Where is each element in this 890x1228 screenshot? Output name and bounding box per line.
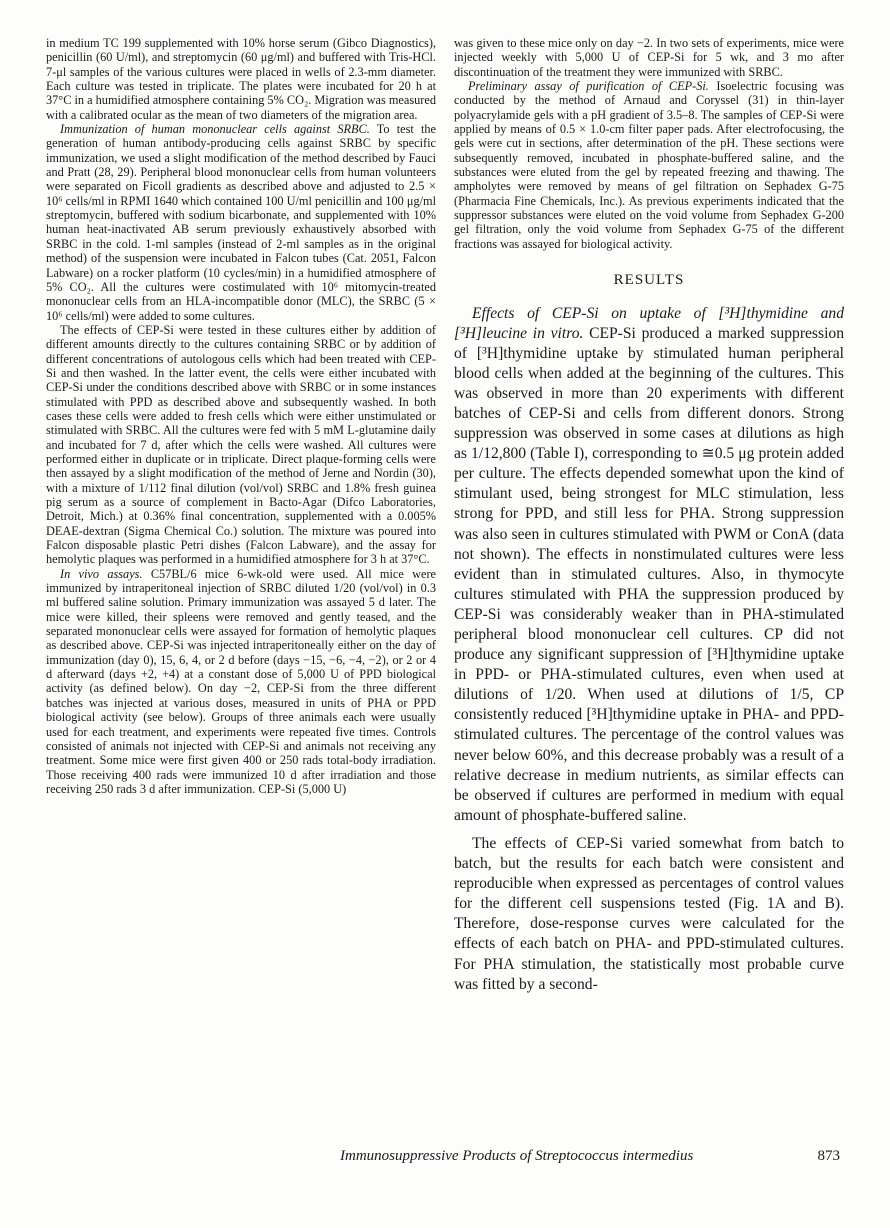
paragraph — [454, 304, 844, 826]
section-subheading: Preliminary assay of purification of CEP-Si. — [468, 79, 709, 94]
paragraph-text: Isoelectric focusing was conducted by the method of Arnaud and Coryssel (31) in thin-layer polyacrylamide gels with a pH gradient of 3.5–8. The samples of CEP-Si were applied by means of 0.5 × 1.0-cm filter paper pads. After electrofocusing, the gels were cut in sections, after determination of the pH. These sections were subsequently removed, incubated in phosphate-buffered saline, and the substances were eluted from the gel by repeated freezing and thawing. The ampholytes were removed by means of gel filtration on Sephadex G-75 (Pharmacia Fine Chemicals, Inc.). As previous experiments indicated that the suppressor substances were eluted on the void volume from Sephadex G-200 gel filtration, only the void volume from Sephadex G-75 of the different fractions was assayed for biological activity. — [454, 79, 844, 251]
running-head: Immunosuppressive Products of Streptococcus intermedius — [340, 1148, 694, 1164]
paragraph: The effects of CEP-Si varied somewhat from batch to batch, but the results for each batch were consistent and reproducible when expressed as percentages of control values for the different cell suspensions tested (Fig. 1A and B). Therefore, dose-response curves were calculated for the effects of each batch on PHA- and PPD-stimulated cultures. For PHA stimulation, the statistically most probable curve was fitted by a second- — [454, 834, 844, 993]
section-subheading: Immunization of human mononuclear cells against SRBC. — [60, 122, 370, 137]
paragraph: in medium TC 199 supplemented with 10% horse serum (Gibco Diagnostics), penicillin (60 U/ml), and streptomycin (60 μg/ml) and buffered with Tris-HCl. 7-μl samples of the various cultures were placed in wells of 2.3-mm diameter. Each culture was tested in triplicate. The plates were incubated for 20 h at 37°C in a humidified atmosphere containing 5% CO₂. Migration was measured with a calibrated ocular as the mean of two diameters of the migration area. — [46, 36, 436, 122]
results-body — [454, 304, 844, 995]
page-number: 873 — [817, 1148, 840, 1164]
paragraph — [454, 79, 844, 251]
paragraph — [46, 567, 436, 797]
section-subheading: Effects of CEP-Si on uptake of [³H]thymidine and [³H]leucine in vitro. — [454, 304, 844, 342]
paragraph — [46, 122, 436, 323]
paragraph-text: To test the generation of human antibody-producing cells against SRBC by specific immunization, we used a slight modification of the method described by Fauci and Pratt (28, 29). Peripheral blood mononuclear cells from human volunteers were separated on Ficoll gradients as described above and adjusted to 2.5 × 10⁶ cells/ml in RPMI 1640 which contained 100 U/ml penicillin and 100 μg/ml streptomycin, buffered with sodium bicarbonate, and supplemented with 10% human heat-inactivated AB serum previously exhaustively absorbed with SRBC in the cold. 1-ml samples (instead of 2-ml samples as in the original method) of the suspension were incubated in Falcon tubes (Cat. 2051, Falcon Labware) on a rocker platform (10 cycles/min) in a humidified atmosphere of 5% CO₂. All the cultures were costimulated with 10⁶ mitomycin-treated mononuclear cells from an HLA-incompatible donor (MLC), the SRBC (5 × 10⁶ cells/ml) were added to some cultures. — [46, 122, 436, 323]
paragraph-text: CEP-Si produced a marked suppression of [³H]thymidine uptake by stimulated human peripheral blood cells when added at the beginning of the cultures. This was observed in more than 20 experiments with different batches of CEP-Si and cells from different donors. Strong suppression was observed in some cases at dilutions as high as 1/12,800 (Table I), corresponding to ≅0.5 μg protein added per culture. The effects depended somewhat upon the kind of stimulant used, being strongest for MLC stimulation, less strong for PPD, and still less for PHA. Strong suppression was also seen in cultures stimulated with PWM or ConA (data not shown). The effects in nonstimulated cultures were less evident than in stimulated cultures. Also, in thymocyte cultures stimulated with PHA the suppression produced by CEP-Si was considerably weaker than in PHA-stimulated peripheral blood mononuclear cell cultures. CP did not produce any significant suppression of [³H]thymidine uptake in PPD- or PHA-stimulated cultures, even when used at dilutions of 1/20. When used at dilutions of 1/5, CP consistently reduced [³H]thymidine uptake in PHA- and PPD-stimulated cultures. The percentage of the control values was never below 60%, and this decrease probably was a result of a relative decrease in medium nutrients, as similar effects can be observed if cultures are performed in medium with equal amount of phosphate-buffered saline. — [454, 324, 844, 824]
page-footer — [340, 1148, 840, 1165]
left-column — [46, 36, 436, 796]
results-heading: RESULTS — [613, 272, 685, 289]
paragraph-text: C57BL/6 mice 6-wk-old were used. All mice were immunized by intraperitoneal injection of SRBC diluted 1/20 (vol/vol) in 0.3 ml buffered saline solution. Primary immunization was assayed 5 d later. The mice were killed, their spleens were removed and gently teased, and the separated mononuclear cells were assayed for formation of hemolytic plaques as described above. CEP-Si was injected intraperitoneally either on the day of immunization (day 0), 15, 6, 4, or 2 d before (days −15, −6, −4, −2), or 2 or 4 d afterward (days +2, +4) at a constant dose of 5,000 U of PPD biological activity (as defined below). On day −2, CEP-Si from the three different batches was injected at various doses, measured in units of PHA or PPD biological activity (see below). Groups of three animals each were usually used for each treatment, and experiments were repeated five times. Controls consisted of animals not injected with CEP-Si and animals not receiving any treatment. Some mice were first given 400 or 250 rads total-body irradiation. Those receiving 400 rads were immunized 10 d after irradiation and those receiving 250 rads 3 d after immunization. CEP-Si (5,000 U) — [46, 566, 436, 796]
right-column — [454, 36, 844, 995]
paragraph: The effects of CEP-Si were tested in these cultures either by addition of different amounts directly to the cultures containing SRBC or by addition of different concentrations of autologous cells which had been treated with CEP-Si and then washed. In the latter event, the cells were either incubated with CEP-Si under the conditions described above with SRBC or in some instances stimulated with PPD as described above and subsequently washed. In both cases these cells were added to fresh cells which were either unstimulated or stimulated with SRBC. All the cultures were fed with 5 mM L-glutamine daily and incubated for 7 d, after which the cells were washed. All cultures were performed either in duplicate or in triplicate. Direct plaque-forming cells were then assayed by a slight modification of the method of Jerne and Nordin (30), with a mixture of 1/112 final dilution (vol/vol) SRBC and 1.8% fresh guinea pig serum as a source of complement in Bacto-Agar (Difco Laboratories, Detroit, Mich.) at 0.36% final concentration, supplemented with a 0.005% DEAE-dextran (Sigma Chemical Co.) solution. The mixture was poured into Falcon disposable plastic Petri dishes (Falcon Labware), and the assay for hemolytic plaques was performed in a humidified atmosphere for 3 h at 37°C. — [46, 322, 436, 567]
section-subheading: In vivo assays. — [60, 566, 143, 581]
paragraph: was given to these mice only on day −2. In two sets of experiments, mice were injected weekly with 5,000 U of CEP-Si for 5 wk, and 3 mo after discontinuation of the treatment they were immunized with SRBC. — [454, 36, 844, 79]
